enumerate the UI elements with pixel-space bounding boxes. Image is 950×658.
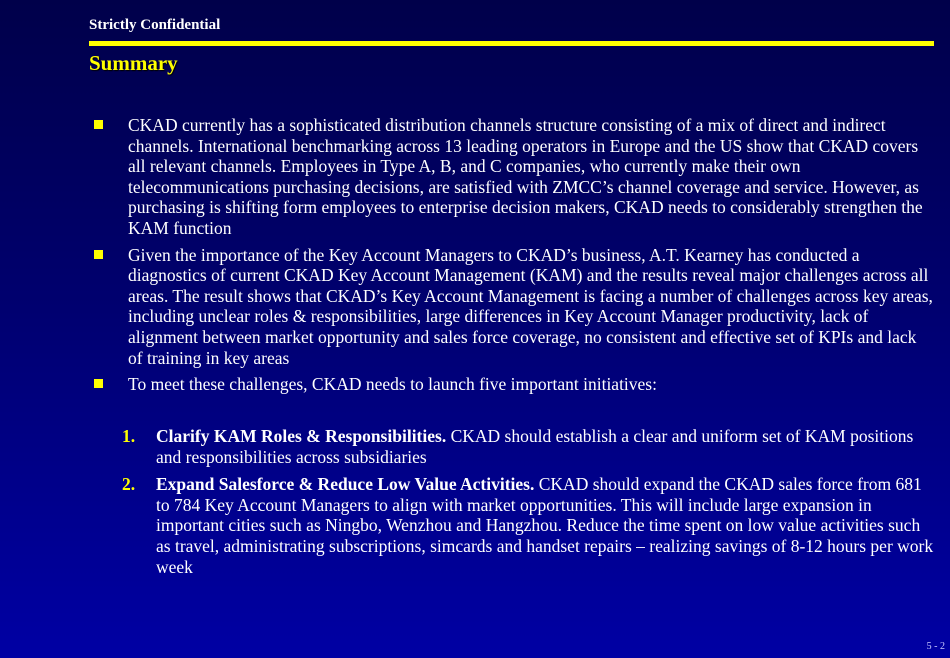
initiative-text — [156, 426, 934, 467]
initiative-description: CKAD should establish a clear and uniform set of KAM positions and responsibilities across subsidiaries — [156, 426, 914, 467]
initiative-item — [122, 426, 934, 467]
square-bullet-icon — [94, 120, 103, 129]
initiative-heading: Expand Salesforce & Reduce Low Value Activities. — [156, 474, 535, 495]
bullet-text: To meet these challenges, CKAD needs to launch five important initiatives: — [128, 374, 657, 395]
confidentiality-label: Strictly Confidential — [89, 17, 221, 33]
header-divider — [89, 41, 934, 46]
initiative-number: 1. — [122, 426, 136, 446]
initiative-heading: Clarify KAM Roles & Responsibilities. — [156, 426, 447, 446]
square-bullet-icon — [94, 250, 103, 259]
page-title: Summary — [89, 51, 178, 75]
bullet-item — [94, 115, 934, 239]
initiative-description: CKAD should expand the CKAD sales force from 681 to 784 Key Account Managers to align with market opportunities. This will include large expansion in important cities such as Ningbo, Wenzhou and Hangzhou. Reduce the time spent on low value activities such as travel, administrating subscriptions, simcards and handset repairs – realizing savings of 8-12 hours per work week — [156, 474, 934, 577]
initiative-item — [122, 474, 934, 577]
bullet-text: Given the importance of the Key Account Managers to CKAD’s business, A.T. Kearney has conducted a diagnostics of current CKAD Key Account Management (KAM) and the results reveal major challenges across all areas. The result shows that CKAD’s Key Account Management is facing a number of challenges across key areas, including unclear roles & responsibilities, large differences in Key Account Manager productivity, lack of alignment between market opportunity and sales force coverage, no consistent and effective set of KPIs and lack of training in key areas — [128, 244, 933, 368]
initiative-number: 2. — [122, 474, 136, 495]
initiatives-list — [122, 426, 934, 584]
page-number: 5 - 2 — [926, 641, 945, 652]
summary-bullet-list — [94, 115, 934, 401]
bullet-text: CKAD currently has a sophisticated distribution channels structure consisting of a mix of direct and indirect channels. International benchmarking across 13 leading operators in Europe and the US show that CKAD covers all relevant channels. Employees in Type A, B, and C companies, who currently make their own telecommunications purchasing decisions, are satisfied with ZMCC’s channel coverage and service. However, as purchasing is shifting form employees to enterprise decision makers, CKAD needs to considerably strengthen the KAM function — [128, 115, 923, 238]
square-bullet-icon — [94, 379, 103, 388]
initiative-text — [156, 474, 934, 577]
bullet-item — [94, 374, 934, 395]
bullet-item — [94, 245, 934, 369]
